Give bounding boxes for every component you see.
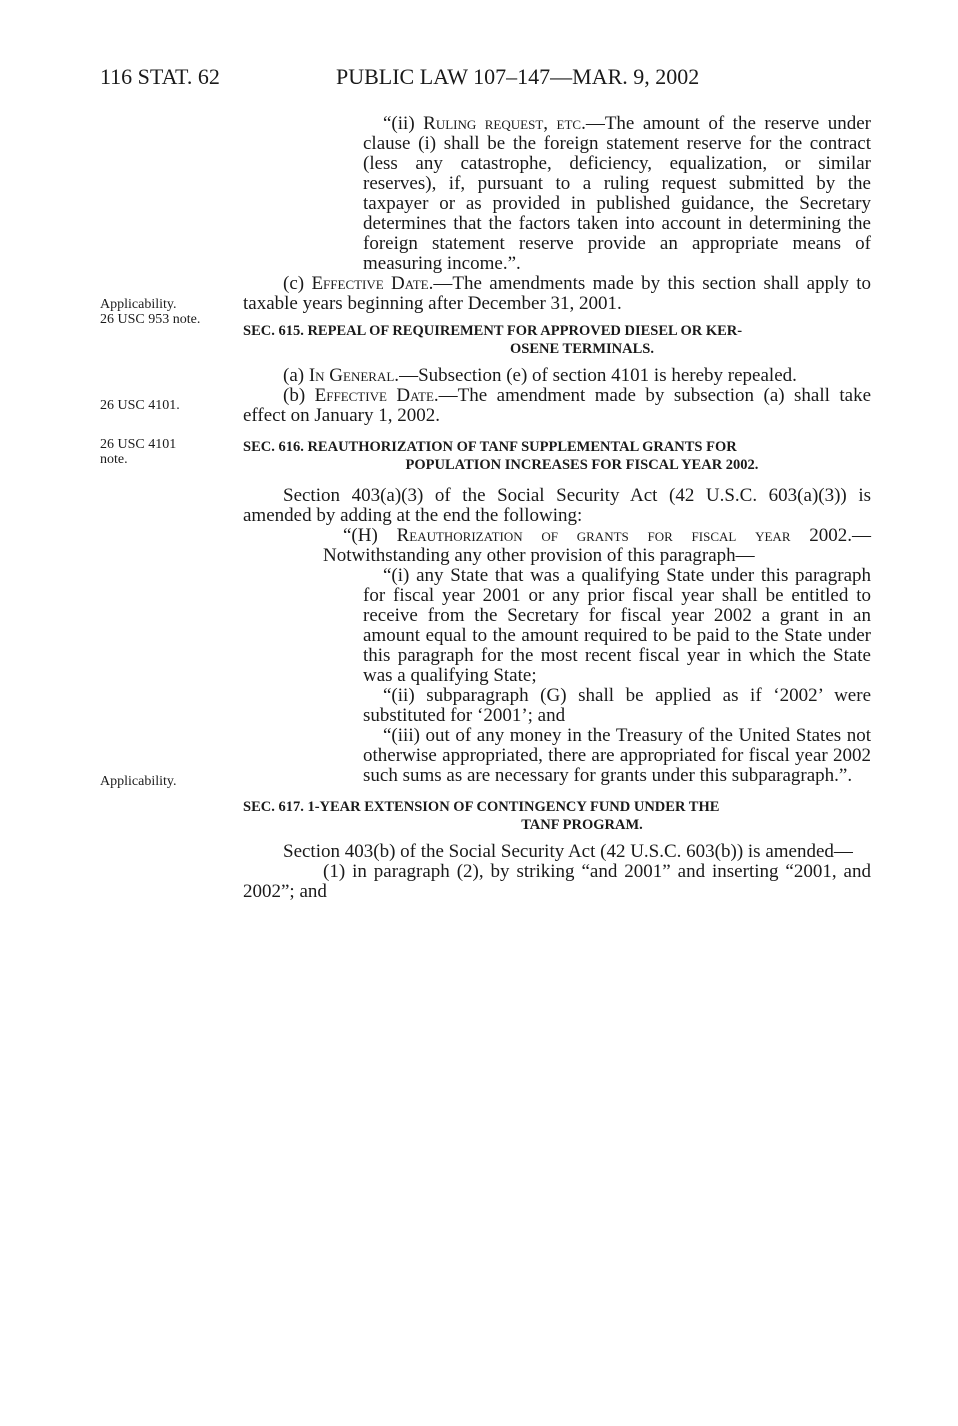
- subsection-c-effective-date: (c) Effective Date.—The amendments made by this section shall apply to taxable years beginning after December 31, 2001.: [243, 273, 872, 314]
- section-617-intro: Section 403(b) of the Social Security Act (42 U.S.C. 603(b)) is amended—: [283, 841, 853, 862]
- margin-note-usc-4101-note-1: 26 USC 4101: [100, 437, 177, 452]
- page-reference: 116 STAT. 62: [100, 64, 220, 89]
- section-615-a: (a) In General.—Subsection (e) of section 4101 is hereby repealed.: [283, 365, 797, 386]
- margin-note-applicability-2: Applicability.: [100, 774, 177, 789]
- section-617-heading: SEC. 617. 1-YEAR EXTENSION OF CONTINGENCY FUND UNDER THE TANF PROGRAM.: [243, 799, 720, 833]
- body-text: [243, 114, 871, 902]
- clause-iii: “(iii) out of any money in the Treasury of the United States not otherwise appropriated, there are appropriated for fiscal year 2002 such sums as are necessary for grants under this subparagraph.”.: [363, 725, 871, 786]
- section-615-b: (b) Effective Date.—The amendment made by subsection (a) shall take effect on January 1, 2002.: [243, 385, 872, 426]
- subparagraph-h: “(H) Reauthorization of grants for fiscal year 2002.—Notwithstanding any other provision of this paragraph—: [323, 525, 872, 566]
- section-615-heading: SEC. 615. REPEAL OF REQUIREMENT FOR APPROVED DIESEL OR KER- OSENE TERMINALS.: [243, 323, 743, 357]
- margin-note-applicability: Applicability.: [100, 297, 177, 312]
- section-617-item-1: (1) in paragraph (2), by striking “and 2001” and inserting “2001, and 2002”; and: [243, 861, 871, 902]
- clause-ii-ruling-request: “(ii) Ruling request, etc.—The amount of the reserve under clause (i) shall be the foreign statement reserve for the contract (less any catastrophe, deficiency, equalization, or similar reserves), if, pursuant to a ruling request submitted by the taxpayer or as provided in published guidance, the Secretary determines that the factors taken into account in determining the foreign statement reserve provide an appropriate means of measuring income.”.: [363, 113, 871, 274]
- section-616-intro: Section 403(a)(3) of the Social Security Act (42 U.S.C. 603(a)(3)) is amended by adding at the end the following:: [243, 485, 871, 526]
- clause-ii: “(ii) subparagraph (G) shall be applied as if ‘2002’ were substituted for ‘2001’; and: [363, 685, 871, 726]
- margin-note-usc-953: 26 USC 953 note.: [100, 312, 201, 327]
- running-head: PUBLIC LAW 107–147—MAR. 9, 2002: [336, 64, 700, 89]
- clause-i: “(i) any State that was a qualifying State under this paragraph for fiscal year 2001 or any prior fiscal year shall be entitled to receive from the Secretary for fiscal year 2002 a grant in an amount equal to the amount required to be paid to the State under this paragraph for the most recent fiscal year in which the State was a qualifying State;: [363, 565, 871, 686]
- section-616-heading: SEC. 616. REAUTHORIZATION OF TANF SUPPLEMENTAL GRANTS FOR POPULATION INCREASES FOR FISCAL YEAR 2002.: [243, 439, 759, 473]
- margin-note-usc-4101-note-2: note.: [100, 452, 128, 467]
- margin-note-usc-4101: 26 USC 4101.: [100, 398, 180, 413]
